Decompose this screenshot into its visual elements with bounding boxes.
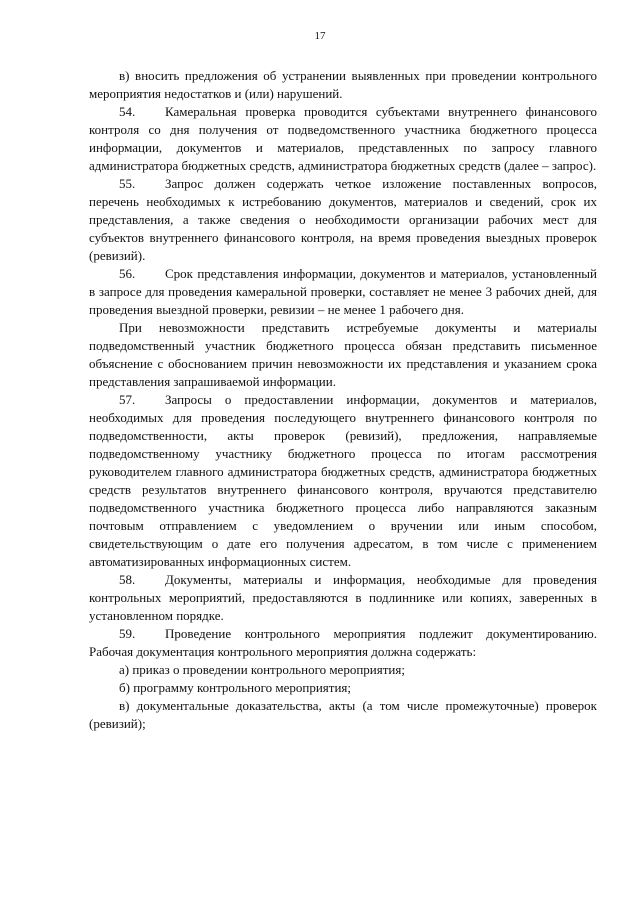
paragraph-number: 56. [119, 266, 136, 281]
paragraph-54 [89, 103, 597, 175]
paragraph-text: При невозможности представить истребуемые документы и материалы подведомственный участник бюджетного процесса обязан представить письменное объяснение с обоснованием причин невозможности их представления и указанием срока представления запрашиваемой информации. [89, 320, 597, 389]
paragraph-number: 59. [119, 626, 136, 641]
paragraph-text: в) вносить предложения об устранении выявленных при проведении контрольного мероприятия недостатков и (или) нарушений. [89, 68, 597, 101]
paragraph-number: 57. [119, 392, 136, 407]
paragraph-text: Запрос должен содержать четкое изложение поставленных вопросов, перечень необходимых к истребованию документов, материалов и сведений, срок их представления, а также сведения о необходимости организации рабочих мест для субъектов внутреннего финансового контроля, на время проведения выездных проверок (ревизий). [89, 176, 597, 263]
paragraph-text: Срок представления информации, документов и материалов, установленный в запросе для проведения камеральной проверки, составляет не менее 3 рабочих дней, для проведения выездной проверки, ревизии – не менее 1 рабочего дня. [89, 266, 597, 317]
paragraph-text: в) документальные доказательства, акты (а том числе промежуточные) проверок (ревизий); [89, 698, 597, 731]
paragraph-text: Запросы о предоставлении информации, документов и материалов, необходимых для проведения последующего внутреннего финансового контроля по подведомственности, акты проверок (ревизий), предложения, направляемые подведомственному участнику бюджетного процесса по итогам рассмотрения руководителем главного администратора бюджетных средств, администратора бюджетных средств результатов внутреннего финансового контроля, вручаются представителю подведомственного участника бюджетного процесса либо направляются заказным почтовым отправлением с уведомлением о вручении или иным способом, свидетельствующим о дате его получения адресатом, в том числе с применением автоматизированных информационных систем. [89, 392, 597, 569]
paragraph-56 [89, 265, 597, 319]
document-body [89, 67, 597, 733]
paragraph-55 [89, 175, 597, 265]
paragraph-text: Камеральная проверка проводится субъектами внутреннего финансового контроля со дня получения от подведомственного участника бюджетного процесса информации, документов и материалов, представленных по запросу главного администратора бюджетных средств, администратора бюджетных средств (далее – запрос). [89, 104, 597, 173]
paragraph-number: 54. [119, 104, 136, 119]
list-item-v [89, 697, 597, 733]
paragraph-text: Проведение контрольного мероприятия подлежит документированию. Рабочая документация контрольного мероприятия должна содержать: [89, 626, 597, 659]
paragraph-53v [89, 67, 597, 103]
paragraph-57 [89, 391, 597, 571]
paragraph-56-continued [89, 319, 597, 391]
paragraph-text: а) приказ о проведении контрольного мероприятия; [119, 662, 405, 677]
paragraph-58 [89, 571, 597, 625]
paragraph-text: б) программу контрольного мероприятия; [119, 680, 351, 695]
paragraph-59 [89, 625, 597, 661]
list-item-a [89, 661, 597, 679]
paragraph-number: 58. [119, 572, 136, 587]
paragraph-number: 55. [119, 176, 136, 191]
list-item-b [89, 679, 597, 697]
paragraph-text: Документы, материалы и информация, необходимые для проведения контрольных мероприятий, предоставляются в подлиннике или копиях, заверенных в установленном порядке. [89, 572, 597, 623]
page-number: 17 [314, 30, 326, 42]
